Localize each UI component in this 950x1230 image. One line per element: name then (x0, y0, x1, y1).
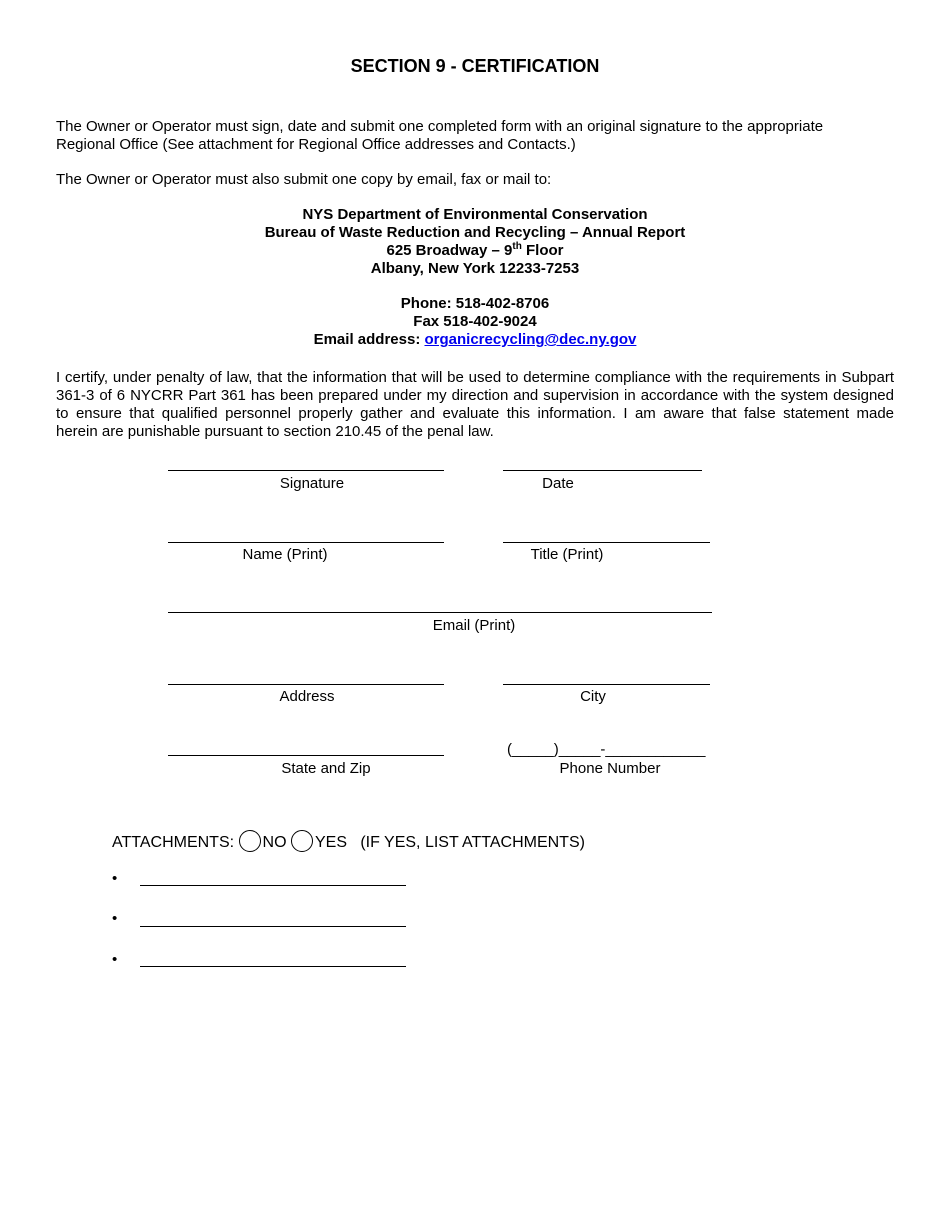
email-print-label: Email (Print) (432, 617, 516, 634)
attachments-yes-radio[interactable] (291, 830, 313, 852)
cert-line-4: herein are punishable pursuant to section 210.45 of the penal law. (56, 423, 494, 440)
cert-line-2: 361-3 of 6 NYCRR Part 361 has been prepared under my direction and supervision in accordance with the system designed (56, 387, 894, 404)
state-zip-field[interactable] (168, 755, 444, 756)
city-label: City (580, 688, 606, 705)
email-link[interactable]: organicrecycling@dec.ny.gov (424, 331, 637, 348)
attachments-no-label: NO (262, 834, 287, 851)
intro-line-1: The Owner or Operator must sign, date and submit one completed form with an original signature to the appropriate (56, 118, 824, 135)
name-label: Name (Print) (242, 546, 328, 563)
mailing-address (0, 206, 950, 278)
phone-field[interactable]: (_____)_____-____________ (507, 741, 706, 758)
contact-phone: Phone: 518-402-8706 (400, 295, 550, 312)
attachments-no-radio[interactable] (239, 830, 261, 852)
signature-label: Signature (279, 475, 345, 492)
contact-email-row (0, 331, 950, 349)
title-field[interactable] (503, 542, 710, 543)
address-bureau: Bureau of Waste Reduction and Recycling – Annual Report (264, 224, 686, 241)
bullet-icon: • (112, 870, 118, 887)
section-title: SECTION 9 - CERTIFICATION (350, 56, 600, 76)
contact-fax: Fax 518-402-9024 (413, 313, 537, 330)
name-field[interactable] (168, 542, 444, 543)
copy-instruction: The Owner or Operator must also submit one copy by email, fax or mail to: (56, 171, 552, 188)
attachments-label: ATTACHMENTS: (112, 834, 239, 851)
date-field[interactable] (503, 470, 702, 471)
address-org: NYS Department of Environmental Conservation (302, 206, 648, 223)
intro-line-2: Regional Office (See attachment for Regional Office addresses and Contacts.) (56, 136, 576, 153)
cert-line-1: I certify, under penalty of law, that the information that will be used to determine compliance with the requirements in Subpart (56, 369, 894, 386)
certification-statement (56, 369, 894, 441)
email-field[interactable] (168, 612, 712, 613)
attachment-field-1[interactable] (140, 885, 406, 886)
address-label: Address (279, 688, 335, 705)
attachments-instruction: (IF YES, LIST ATTACHMENTS) (360, 834, 585, 851)
attachment-field-3[interactable] (140, 966, 406, 967)
address-field[interactable] (168, 684, 444, 685)
attachments-row (112, 830, 585, 852)
contact-info (0, 295, 950, 349)
cert-line-3: to ensure that qualified personnel properly gather and evaluate this information. I am aware that false statement made (56, 405, 894, 422)
attachment-field-2[interactable] (140, 926, 406, 927)
bullet-icon: • (112, 910, 118, 927)
state-zip-label: State and Zip (281, 760, 371, 777)
address-street: 625 Broadway – 9th Floor (386, 241, 564, 259)
address-city: Albany, New York 12233-7253 (370, 260, 580, 277)
title-label: Title (Print) (530, 546, 604, 563)
signature-field[interactable] (168, 470, 444, 471)
intro-paragraph (56, 118, 894, 154)
email-label: Email address: (313, 331, 425, 348)
phone-label: Phone Number (559, 760, 661, 777)
attachments-yes-label: YES (314, 834, 347, 851)
city-field[interactable] (503, 684, 710, 685)
date-label: Date (542, 475, 574, 492)
bullet-icon: • (112, 951, 118, 968)
